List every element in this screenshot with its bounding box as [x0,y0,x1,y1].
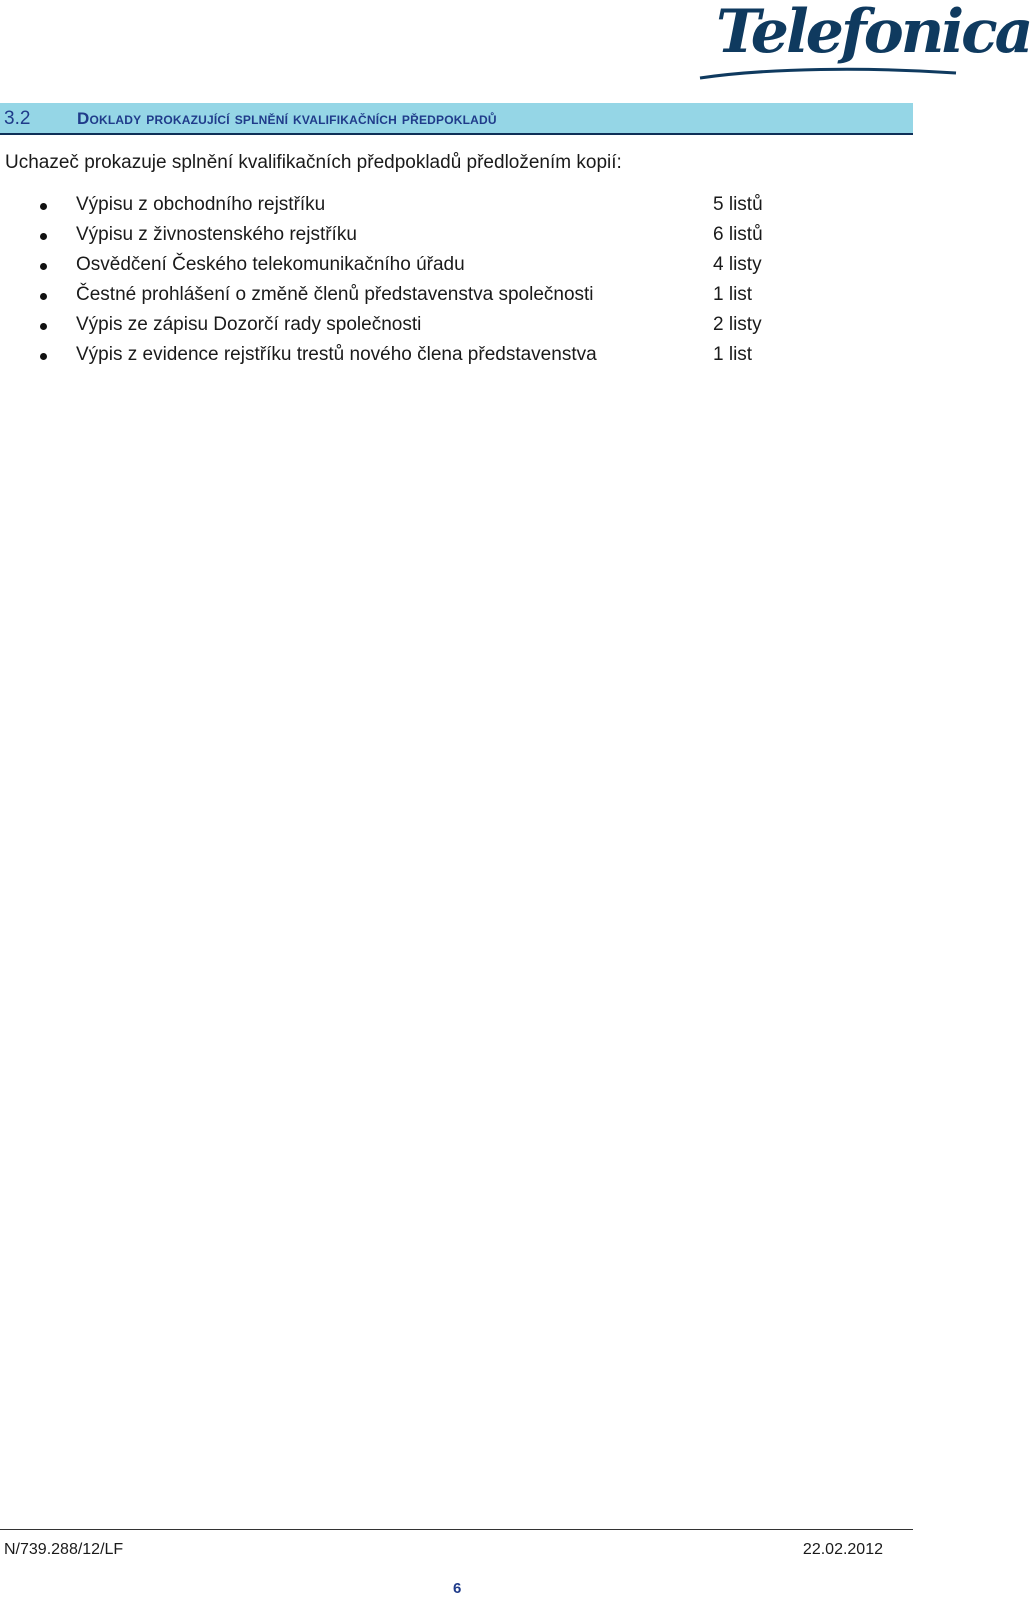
footer-date: 22.02.2012 [802,1541,883,1558]
bullet-icon [40,293,47,300]
bullet-icon [40,353,47,360]
intro-text: Uchazeč prokazuje splnění kvalifikačních předpokladů předložením kopií: [5,152,622,173]
footer-divider [0,1529,913,1530]
section-title: Doklady prokazující splnění kvalifikačních předpokladů [77,109,497,128]
logo-wordmark: Telefonica [716,0,1031,67]
document-list [0,191,913,371]
sheet-count: 1 list [713,284,753,305]
document-name: Čestné prohlášení o změně členů představenstva společnosti [76,284,594,305]
document-name: Osvědčení Českého telekomunikačního úřadu [76,254,465,275]
sheet-count: 1 list [713,344,753,365]
section-number: 3.2 [4,108,31,129]
logo-swoosh-icon [698,66,960,80]
sheet-count: 4 listy [713,254,762,275]
list-item [0,311,913,341]
bullet-icon [40,263,47,270]
bullet-icon [40,323,47,330]
telefonica-logo [698,0,1031,85]
list-item [0,191,913,221]
document-name: Výpis ze zápisu Dozorčí rady společnosti [76,314,422,335]
document-name: Výpis z evidence rejstříku trestů nového člena představenstva [76,344,597,365]
list-item [0,341,913,371]
sheet-count: 6 listů [713,224,763,245]
section-header [0,103,913,135]
page-number: 6 [453,1580,462,1597]
list-item [0,221,913,251]
bullet-icon [40,233,47,240]
document-name: Výpisu z obchodního rejstříku [76,194,326,215]
bullet-icon [40,203,47,210]
document-name: Výpisu z živnostenského rejstříku [76,224,357,245]
list-item [0,281,913,311]
list-item [0,251,913,281]
sheet-count: 2 listy [713,314,762,335]
sheet-count: 5 listů [713,194,763,215]
footer-reference: N/739.288/12/LF [4,1541,124,1558]
